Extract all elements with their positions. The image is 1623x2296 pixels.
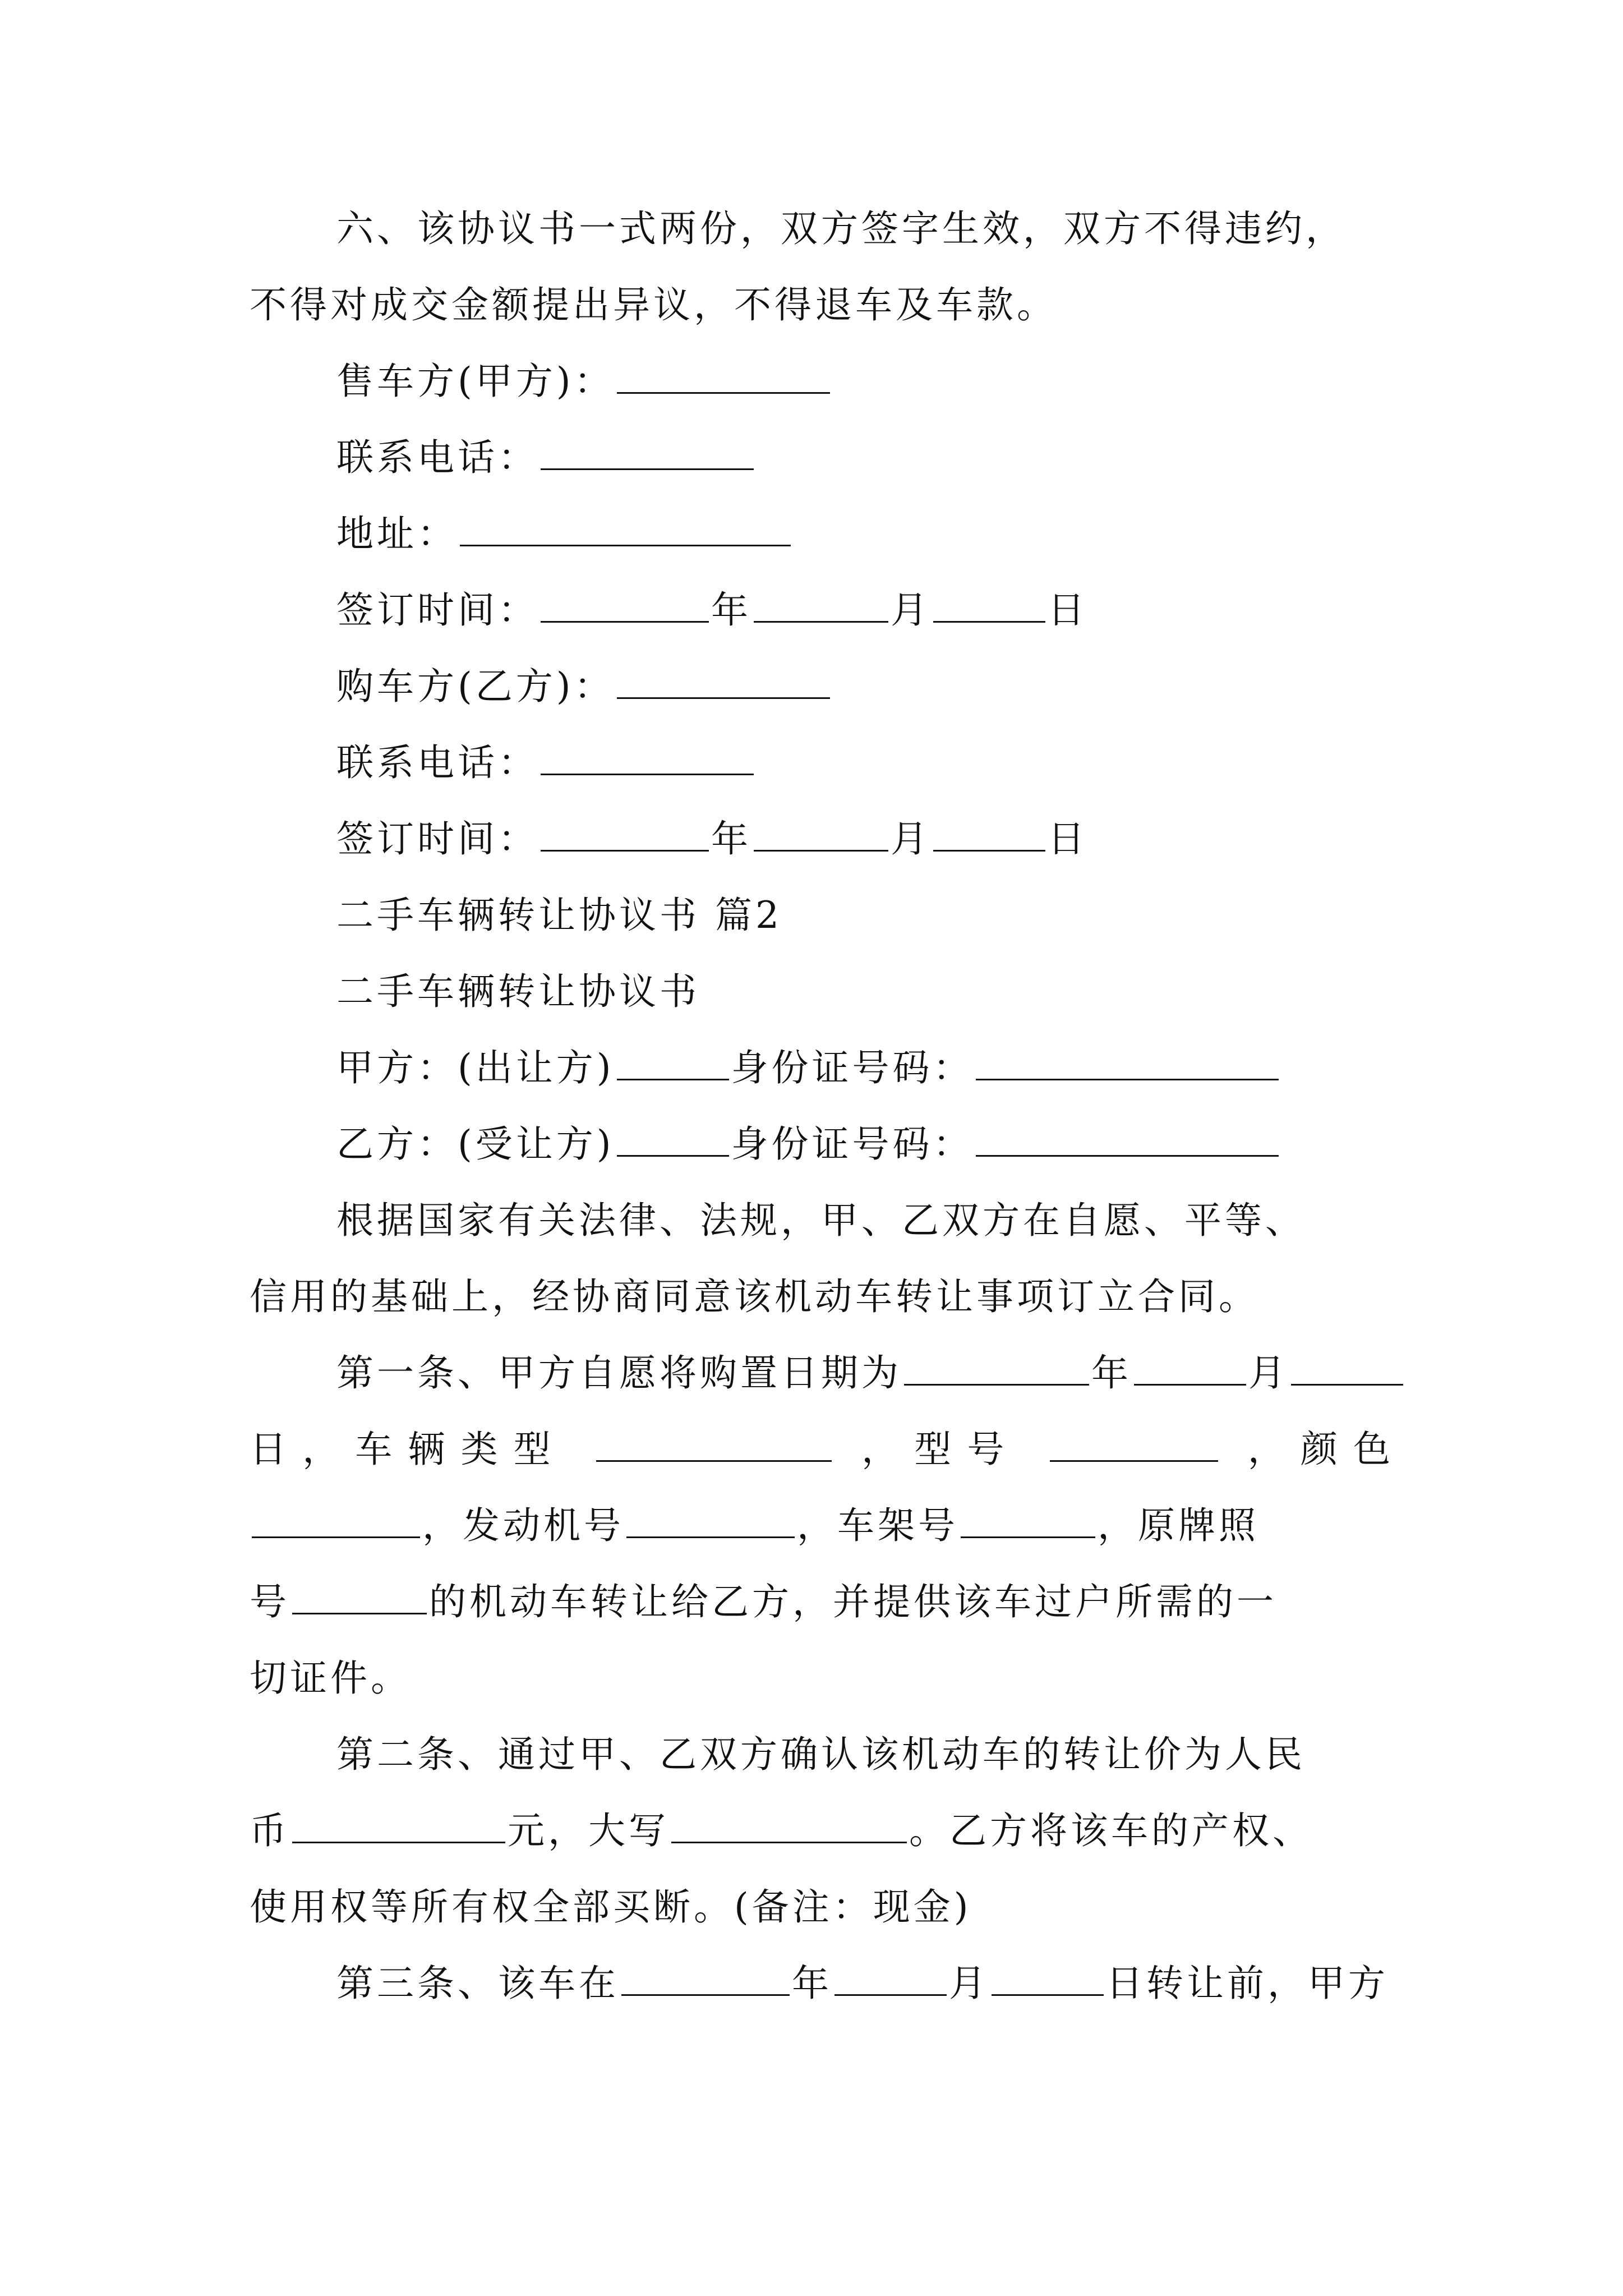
address-blank bbox=[460, 518, 791, 546]
buyer-label: 购车方(乙方)： bbox=[336, 665, 615, 708]
article-2-line-1: 第二条、通过甲、乙双方确认该机动车的转让价为人民 bbox=[336, 1733, 1306, 1776]
year-label: 年 bbox=[711, 588, 751, 632]
seller-label: 售车方(甲方)： bbox=[336, 360, 615, 403]
article-1-text: 的机动车转让给乙方，并提供该车过户所需的一 bbox=[429, 1580, 1277, 1623]
year-label: 年 bbox=[711, 817, 751, 861]
vehicle-type-label: 日，车辆类型 bbox=[250, 1428, 566, 1471]
phone-blank bbox=[541, 747, 754, 775]
transfer-day-blank bbox=[992, 1967, 1104, 1996]
article-3-text: 第三条、该车在 bbox=[336, 1962, 619, 2005]
phone-label: 联系电话： bbox=[336, 436, 538, 479]
month-label: 月 bbox=[949, 1962, 989, 2005]
article-2-text: 。乙方将该车的产权、 bbox=[909, 1809, 1313, 1852]
month-blank bbox=[754, 594, 888, 623]
preamble-line-1: 根据国家有关法律、法规，甲、乙双方在自愿、平等、 bbox=[336, 1199, 1306, 1242]
article-1-text: 第一条、甲方自愿将购置日期为 bbox=[336, 1351, 902, 1395]
model-blank bbox=[1050, 1433, 1218, 1462]
month-blank bbox=[754, 823, 888, 852]
clause-six-line-2: 不得对成交金额提出异议，不得退车及车款。 bbox=[250, 283, 1057, 326]
id-label: 身份证号码： bbox=[731, 1122, 974, 1166]
address-row bbox=[250, 512, 1394, 555]
day-label: 日 bbox=[1048, 588, 1088, 632]
price-uppercase-label: 元，大写 bbox=[508, 1809, 669, 1852]
sign-time-label: 签订时间： bbox=[336, 817, 538, 861]
article-1-line-4 bbox=[250, 1580, 1394, 1623]
plate-number-label: 号 bbox=[250, 1580, 290, 1623]
year-label: 年 bbox=[1091, 1351, 1132, 1395]
year-label: 年 bbox=[792, 1962, 832, 2005]
phone-label: 联系电话： bbox=[336, 741, 538, 784]
plate-blank bbox=[292, 1586, 427, 1614]
article-3-text-end: 日转让前，甲方 bbox=[1106, 1962, 1389, 2005]
seller-sign-time-row bbox=[250, 588, 1394, 632]
party-a-name-blank bbox=[617, 1052, 729, 1080]
article-2-line-3: 使用权等所有权全部买断。(备注：现金) bbox=[250, 1885, 972, 1929]
purchase-year-blank bbox=[904, 1357, 1089, 1386]
day-blank bbox=[933, 594, 1045, 623]
article-1-line-3 bbox=[250, 1504, 1394, 1547]
party-a-row bbox=[250, 1046, 1394, 1089]
day-blank bbox=[933, 823, 1045, 852]
seller-phone-row bbox=[250, 436, 1394, 479]
party-b-label: 乙方：(受让方) bbox=[336, 1122, 615, 1166]
transfer-month-blank bbox=[834, 1967, 947, 1996]
article-2-line-2 bbox=[250, 1809, 1394, 1852]
engine-label: ，发动机号 bbox=[422, 1504, 624, 1547]
seller-blank bbox=[617, 365, 830, 394]
party-a-label: 甲方：(出让方) bbox=[336, 1046, 615, 1089]
article-1-line-2 bbox=[250, 1428, 1394, 1471]
party-b-name-blank bbox=[617, 1128, 729, 1157]
article-1-line-1 bbox=[250, 1351, 1394, 1395]
frame-label: ，车架号 bbox=[797, 1504, 958, 1547]
month-label: 月 bbox=[1248, 1351, 1289, 1395]
article-1-line-5: 切证件。 bbox=[250, 1657, 411, 1700]
year-blank bbox=[541, 823, 709, 852]
frame-blank bbox=[961, 1510, 1095, 1538]
price-uppercase-blank bbox=[671, 1815, 907, 1843]
transfer-year-blank bbox=[621, 1967, 790, 1996]
document-title: 二手车辆转让协议书 bbox=[336, 970, 700, 1013]
buyer-sign-time-row bbox=[250, 817, 1394, 861]
seller-row bbox=[250, 360, 1394, 403]
purchase-month-blank bbox=[1134, 1357, 1246, 1386]
party-b-id-blank bbox=[976, 1128, 1279, 1157]
party-b-row bbox=[250, 1122, 1394, 1166]
article-3-line-1 bbox=[250, 1962, 1394, 2005]
month-label: 月 bbox=[891, 588, 931, 632]
price-blank bbox=[292, 1815, 505, 1843]
buyer-phone-row bbox=[250, 741, 1394, 784]
vehicle-type-blank bbox=[596, 1433, 832, 1462]
phone-blank bbox=[541, 441, 754, 470]
color-blank bbox=[252, 1510, 420, 1538]
document-page bbox=[250, 207, 1394, 2041]
sign-time-label: 签订时间： bbox=[336, 588, 538, 632]
buyer-blank bbox=[617, 670, 830, 699]
currency-label: 币 bbox=[250, 1809, 290, 1852]
preamble-line-2: 信用的基础上，经协商同意该机动车转让事项订立合同。 bbox=[250, 1275, 1259, 1318]
clause-six-line-1: 六、该协议书一式两份，双方签字生效，双方不得违约， bbox=[336, 207, 1346, 250]
section-title: 二手车辆转让协议书 篇2 bbox=[336, 894, 782, 937]
purchase-day-blank bbox=[1291, 1357, 1403, 1386]
color-label: ，颜色 bbox=[1247, 1428, 1394, 1471]
id-label: 身份证号码： bbox=[731, 1046, 974, 1089]
year-blank bbox=[541, 594, 709, 623]
buyer-row bbox=[250, 665, 1394, 708]
month-label: 月 bbox=[891, 817, 931, 861]
engine-blank bbox=[626, 1510, 795, 1538]
day-label: 日 bbox=[1048, 817, 1088, 861]
model-label: ，型号 bbox=[861, 1428, 1020, 1471]
party-a-id-blank bbox=[976, 1052, 1279, 1080]
plate-label: ，原牌照 bbox=[1098, 1504, 1259, 1547]
address-label: 地址： bbox=[336, 512, 458, 555]
